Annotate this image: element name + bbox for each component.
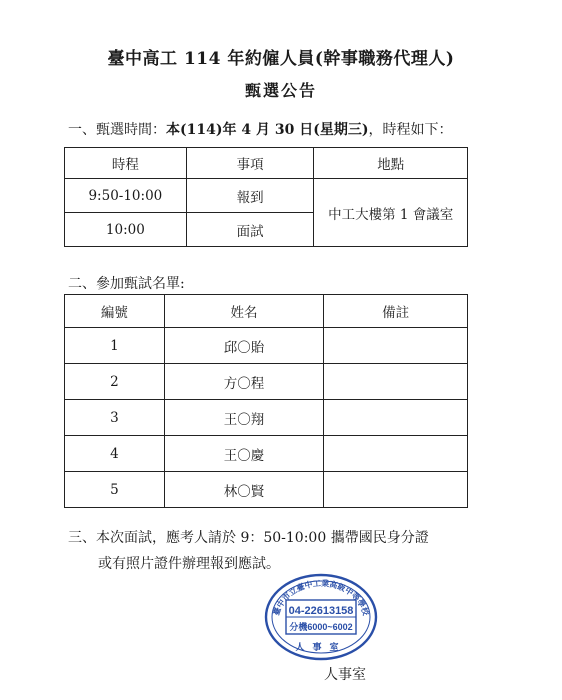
candidate-note (324, 328, 468, 364)
candidate-no: 4 (65, 436, 165, 472)
candidate-note (324, 472, 468, 508)
candidate-name: 王〇翔 (164, 400, 324, 436)
table-row (65, 364, 468, 400)
section-3-line-1: 三、本次面試，應考人請於 9：50-10:00 攜帶國民身分證 (68, 530, 429, 546)
schedule-header-time: 時程 (65, 148, 187, 179)
section-1-heading (68, 119, 452, 139)
schedule-item: 面試 (186, 213, 314, 247)
seal-extension: 分機6000~6002 (289, 622, 353, 632)
candidate-no: 2 (65, 364, 165, 400)
signature-label: 人事室 (324, 667, 366, 683)
candidate-no: 1 (65, 328, 165, 364)
seal-dept: 人事室 (295, 643, 347, 653)
candidate-name: 王〇慶 (164, 436, 324, 472)
seal-phone: 04-22613158 (288, 605, 354, 617)
schedule-header-location: 地點 (314, 148, 468, 179)
schedule-time: 10:00 (65, 213, 187, 247)
candidate-table (64, 294, 468, 508)
section-3-line-2: 或有照片證件辦理報到應試。 (98, 556, 280, 572)
candidate-name: 邱〇貽 (164, 328, 324, 364)
schedule-header-row (65, 148, 468, 179)
schedule-time: 9:50-10:00 (65, 179, 187, 213)
candidate-name: 方〇程 (164, 364, 324, 400)
candidate-note (324, 364, 468, 400)
seal-org-text: 臺中市立臺中工業高級中等學校 (270, 577, 372, 617)
candidate-no: 3 (65, 400, 165, 436)
candidate-header-row (65, 295, 468, 328)
section-1-date: 本(114)年 4 月 30 日(星期三) (166, 122, 369, 138)
section-1-suffix: ，時程如下： (368, 122, 453, 138)
section-1-prefix: 一、甄選時間： (68, 122, 166, 138)
candidate-header-name: 姓名 (164, 295, 324, 328)
official-seal-stamp (262, 570, 380, 662)
schedule-item: 報到 (186, 179, 314, 213)
section-2-heading: 二、參加甄試名單: (68, 276, 185, 292)
candidate-note (324, 436, 468, 472)
candidate-name: 林〇賢 (164, 472, 324, 508)
schedule-table (64, 147, 468, 247)
candidate-note (324, 400, 468, 436)
table-row (65, 400, 468, 436)
table-row (65, 328, 468, 364)
schedule-location: 中工大樓第 1 會議室 (314, 179, 468, 247)
table-row (65, 436, 468, 472)
candidate-header-no: 編號 (65, 295, 165, 328)
table-row (65, 179, 468, 213)
table-row (65, 472, 468, 508)
candidate-no: 5 (65, 472, 165, 508)
schedule-header-item: 事項 (186, 148, 314, 179)
document-title: 臺中高工 114 年約僱人員(幹事職務代理人) (107, 49, 455, 69)
document-subtitle: 甄選公告 (244, 81, 317, 100)
candidate-header-note: 備註 (324, 295, 468, 328)
